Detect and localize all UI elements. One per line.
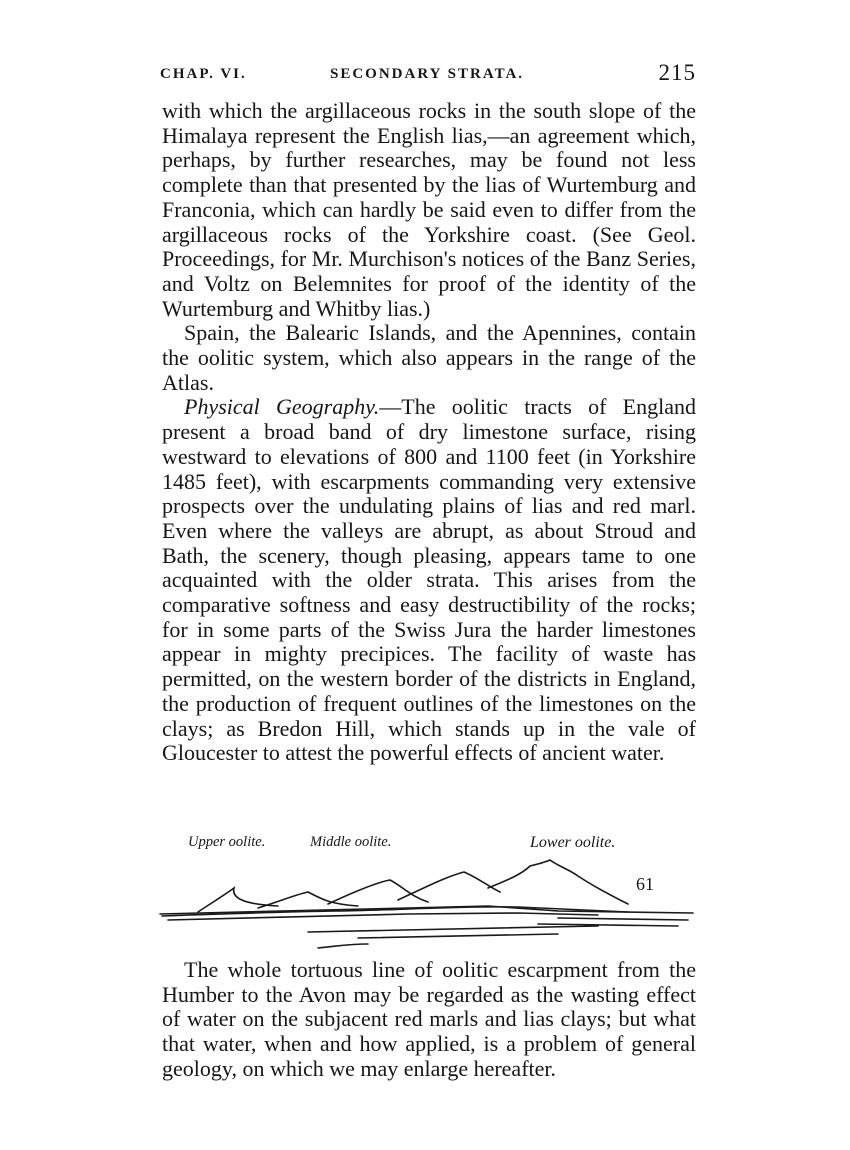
chapter-label: CHAP. VI. xyxy=(160,66,247,82)
paragraph-text: —The oolitic tracts of England present a broad band of dry limestone surface, rising westward to elevations of 800 and 1100 feet (in Yorkshire 1485 feet), with escarpments commanding very extensive prospects over the undulating plains of lias and red marl. Even where the valleys are abrupt, as about Stroud and Bath, the scenery, though pleasing, appears tame to one acquainted with the older strata. This arises from the comparative softness and easy destructibility of the rocks; for in some parts of the Swiss Jura the harder limestones appear in mighty precipices. The facility of waste has permitted, on the western border of the districts in England, the production of frequent outlines of the limestones on the clays; as Bredon Hill, which stands up in the vale of Gloucester to attest the powerful effects of ancient water. xyxy=(162,394,696,766)
figure-label-upper-oolite: Upper oolite. xyxy=(188,834,266,850)
paragraph-text: The whole tortuous line of oolitic escarpment from the Humber to the Avon may be regarded as the wasting effect of water on the subjacent red marls and lias clays; but what that water, when and how applied, is a problem of general geology, on which we may enlarge hereafter. xyxy=(162,957,696,1081)
section-title: SECONDARY STRATA. xyxy=(330,66,525,82)
paragraph xyxy=(162,958,696,1082)
figure-label-lower-oolite: Lower oolite. xyxy=(530,834,616,851)
body-text xyxy=(162,99,696,766)
stratum-line xyxy=(358,934,558,938)
escarpment-upper-oolite xyxy=(198,888,278,912)
paragraph xyxy=(162,321,696,395)
paragraph-text: with which the argillaceous rocks in the south slope of the Himalaya represent the English lias,—an agreement which, perhaps, by further researches, may be found not less complete than that presented by the lias of Wurtemburg and Franconia, which can hardly be said even to differ from the argillaceous rocks of the Yorkshire coast. (See Geol. Proceedings, for Mr. Murchison's notices of the Banz Series, and Voltz on Belemnites for proof of the identity of the Wurtemburg and Whitby lias.) xyxy=(162,98,696,321)
body-text-continued xyxy=(162,958,696,1082)
figure-number: 61 xyxy=(636,874,654,894)
stratum-line xyxy=(558,918,688,920)
running-header xyxy=(160,60,696,90)
page-number: 215 xyxy=(658,60,696,85)
paragraph xyxy=(162,395,696,766)
paragraph xyxy=(162,99,696,321)
figure-label-middle-oolite: Middle oolite. xyxy=(310,834,392,850)
figure-61 xyxy=(158,834,698,952)
escarpment-middle-oolite-2 xyxy=(328,880,428,904)
stratum-line xyxy=(308,926,598,932)
escarpment-section-drawing xyxy=(158,856,698,952)
stratum-line xyxy=(538,924,678,926)
stratum-line xyxy=(318,944,368,948)
paragraph-heading: Physical Geography. xyxy=(184,394,380,420)
paragraph-text: Spain, the Balearic Islands, and the Apennines, contain the oolitic system, which also appears in the range of the Atlas. xyxy=(162,320,696,395)
escarpment-lower-oolite-2 xyxy=(488,860,628,904)
